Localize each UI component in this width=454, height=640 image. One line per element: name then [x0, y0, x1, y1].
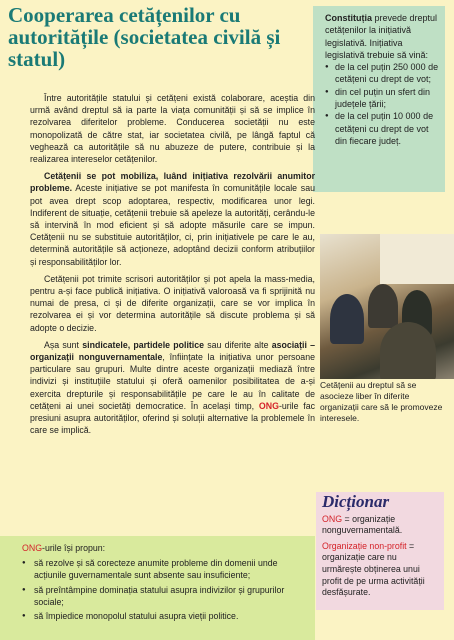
photo-person	[380, 322, 436, 379]
paragraph-4-text-d: , înființate la inițiativa unor persoane particulare sau grupuri. Multe dintre aceste organizații mediază între indivizi și instituțiile statului și oferă oamenilor posibilitatea de a-și exercita drepturile și responsabilitățile pe care le au în calitate de cetățeni ai unei societăți democratice. În același timp,	[30, 352, 315, 411]
photo-caption: Cetățenii au dreptul să se asocieze liber în diferite organizații care să le promoveze interesele.	[320, 380, 443, 423]
photo-person	[330, 294, 364, 344]
ong-goals-heading	[22, 542, 305, 554]
meeting-photo	[320, 234, 454, 379]
paragraph-4-text-c: sau diferite alte	[204, 339, 272, 350]
paragraph-3: Cetățenii pot trimite scrisori autorităților și pot apela la mass-media, pentru a-și face publică inițiativa. O inițiativă valoroasă va fi sprijinită nu numai de presa, ci și de diferite organizații, care se vor implica în rezolvarea ei și vor determina autoritățile să discute problema și să adopte o decizie.	[30, 273, 315, 333]
dictionary-title: Dicționar	[322, 492, 390, 511]
paragraph-4-ong: ONG	[258, 400, 279, 411]
dictionary-definition: = organizație care nu urmărește obținerea unui profit de pe urma activității desfășurate.	[322, 540, 425, 598]
paragraph-4-bold-2: asociații – organizații nonguvernamentale	[30, 339, 316, 363]
info-box-lead	[325, 12, 439, 61]
main-text	[30, 92, 315, 441]
info-box-item: ● din cel puțin un sfert din județele țării;	[325, 86, 439, 111]
info-box-lead-text: prevede dreptul cetățenilor la inițiativă legislativă. Inițiativa legislativă trebuie să vină:	[325, 13, 438, 60]
info-box-lead-bold: Constituția	[325, 13, 372, 23]
paragraph-2-lead: Cetățenii se pot mobiliza, luând inițiativa rezolvării anumitor probleme.	[30, 171, 315, 194]
ong-goals-heading-text: -urile își propun:	[42, 543, 106, 553]
dictionary-definition: = organizație nonguvernamentală.	[322, 513, 403, 536]
paragraph-4-bold-1: sindicatele, partidele politice	[82, 339, 205, 350]
ong-goal-item: ● să împiedice monopolul statului asupra vieții politice.	[22, 610, 305, 622]
info-box-item: ● de la cel puțin 250 000 de cetățeni cu drept de vot;	[325, 61, 439, 86]
paragraph-2	[30, 170, 315, 268]
constitution-info-box	[313, 6, 445, 192]
ong-goals-box	[0, 536, 315, 640]
paragraph-4-text-e: -urile fac presiuni asupra autorităților, oferind și soluții alternative la problemele în care se implică.	[30, 400, 315, 436]
dictionary-entry	[322, 541, 438, 599]
ong-goal-item: ● să preîntâmpine dominația statului asupra indivizilor și grupurilor sociale;	[22, 584, 305, 608]
ong-goals-heading-ong: ONG	[22, 543, 43, 553]
paragraph-4	[30, 339, 315, 437]
photo-window	[380, 234, 454, 284]
info-box-item: ● de la cel puțin 10 000 de cetățeni cu drept de vot din fiecare județ.	[325, 110, 439, 147]
paragraph-4-text-a: Așa sunt	[44, 339, 83, 350]
paragraph-1: Între autoritățile statului și cetățeni există colaborare, aceștia din urmă având dreptul să ia parte la viața comunității și să se implice în rezolvarea diferitelor probleme. Conducerea societății nu este monopolizată de către stat, iar societatea civilă, pe lângă faptul că veghează ca autoritățile să nu abuzeze de putere, contribuie și la realizarea intereselor cetățenilor.	[30, 93, 315, 165]
photo-person	[368, 284, 398, 328]
page-title: Cooperarea cetățenilor cu autoritățile (societatea civilă și statul)	[8, 3, 281, 71]
dictionary-term: ONG	[322, 513, 343, 524]
paragraph-2-text: Aceste inițiative se pot manifesta în comunitățile locale sau pot avea drept scop adoptarea, respectiv, modificarea unor legi. Indiferent de situație, cetățenii trebuie să apeleze la autorități, cerându-le să intervină în mod eficient și să adopte măsurile care se impun. Cetățenii nu se substituie autorităților, ci, prin inițiativele pe care le au, determină autoritățile să acționeze, adoptând decizii conform atribuțiilor și responsabilităților lor.	[30, 183, 315, 267]
dictionary-box	[316, 492, 444, 610]
ong-goals-list	[22, 557, 305, 622]
dictionary-entry	[322, 514, 438, 537]
ong-goal-item: ● să rezolve și să corecteze anumite probleme din domenii unde acțiunile guvernamentale sunt absente sau insuficiente;	[22, 557, 305, 581]
info-box-list	[325, 61, 439, 147]
dictionary-term: Organizație non-profit	[322, 540, 407, 551]
